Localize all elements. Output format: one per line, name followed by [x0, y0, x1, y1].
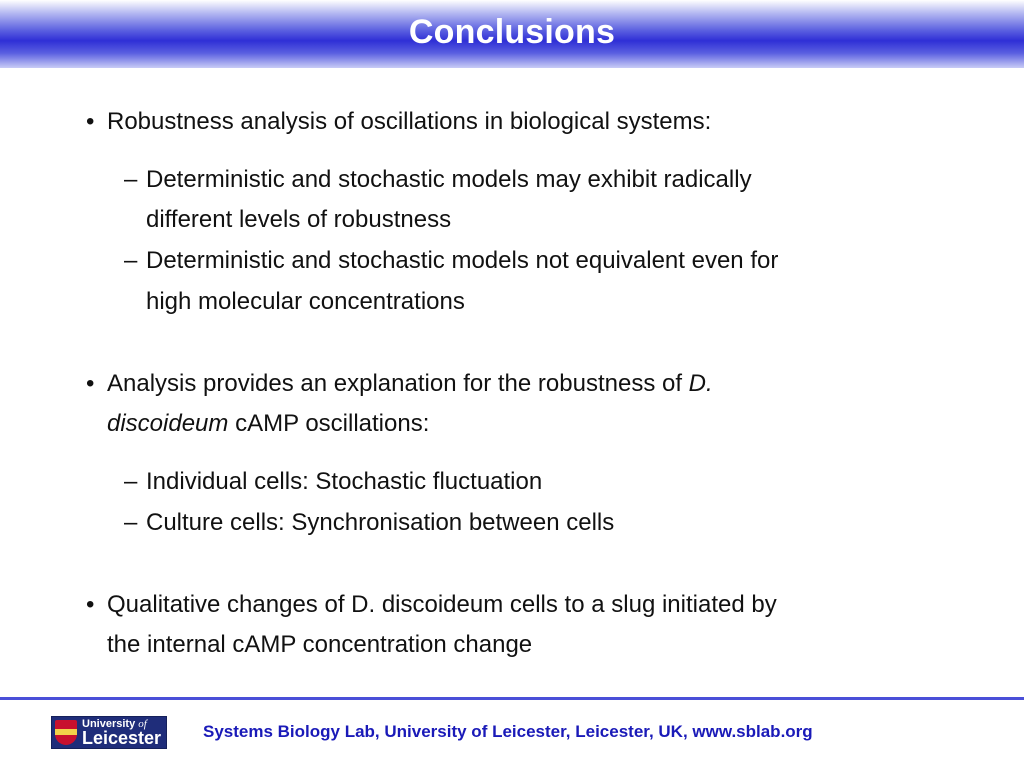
bullet-1-sub-1-marker: –	[124, 166, 138, 193]
bullet-2-line-1-italic: D.	[688, 370, 713, 397]
bullet-3-line-1: Qualitative changes of D. discoideum cells to a slug initiated by	[107, 591, 777, 618]
bullet-3-line-2: the internal cAMP concentration change	[107, 631, 533, 658]
bullet-1-sub-2-line-2: high molecular concentrations	[146, 288, 465, 315]
bullet-1-text: Robustness analysis of oscillations in biological systems:	[107, 108, 712, 135]
bullet-2-sub-1-text: Individual cells: Stochastic fluctuation	[146, 468, 543, 495]
bullet-1-marker: •	[86, 108, 95, 135]
bullet-2-sub-2-marker: –	[124, 509, 138, 536]
logo-of-word: of	[138, 718, 147, 730]
bullet-2-sub-2-text: Culture cells: Synchronisation between cells	[146, 509, 615, 536]
bullet-2-line-1	[107, 369, 713, 399]
logo-university-word: University	[82, 718, 136, 730]
logo-line-2: Leicester	[82, 728, 162, 748]
bullet-2-line-1-normal: Analysis provides an explanation for the robustness of	[107, 370, 689, 397]
crest-band	[55, 729, 77, 735]
footer-credit: Systems Biology Lab, University of Leicester, Leicester, UK, www.sblab.org	[203, 722, 813, 741]
bullet-2-line-2-normal: cAMP oscillations:	[228, 410, 430, 437]
bullet-2-sub-1-marker: –	[124, 468, 138, 495]
footer-divider	[0, 697, 1024, 700]
bullet-1-sub-2-marker: –	[124, 247, 138, 274]
bullet-1-sub-2-line-1: Deterministic and stochastic models not equivalent even for	[146, 247, 779, 274]
bullet-3-marker: •	[86, 591, 95, 618]
bullet-1-sub-1-line-1: Deterministic and stochastic models may exhibit radically	[146, 166, 752, 193]
bullet-2-marker: •	[86, 370, 95, 397]
bullet-2-line-2	[107, 409, 429, 439]
university-logo	[51, 716, 167, 749]
bullet-2-line-2-italic: discoideum	[107, 410, 229, 437]
title-bar	[0, 0, 1024, 68]
bullet-1-sub-1-line-2: different levels of robustness	[146, 206, 452, 233]
university-crest-icon	[55, 720, 77, 745]
slide-title: Conclusions	[408, 13, 616, 51]
